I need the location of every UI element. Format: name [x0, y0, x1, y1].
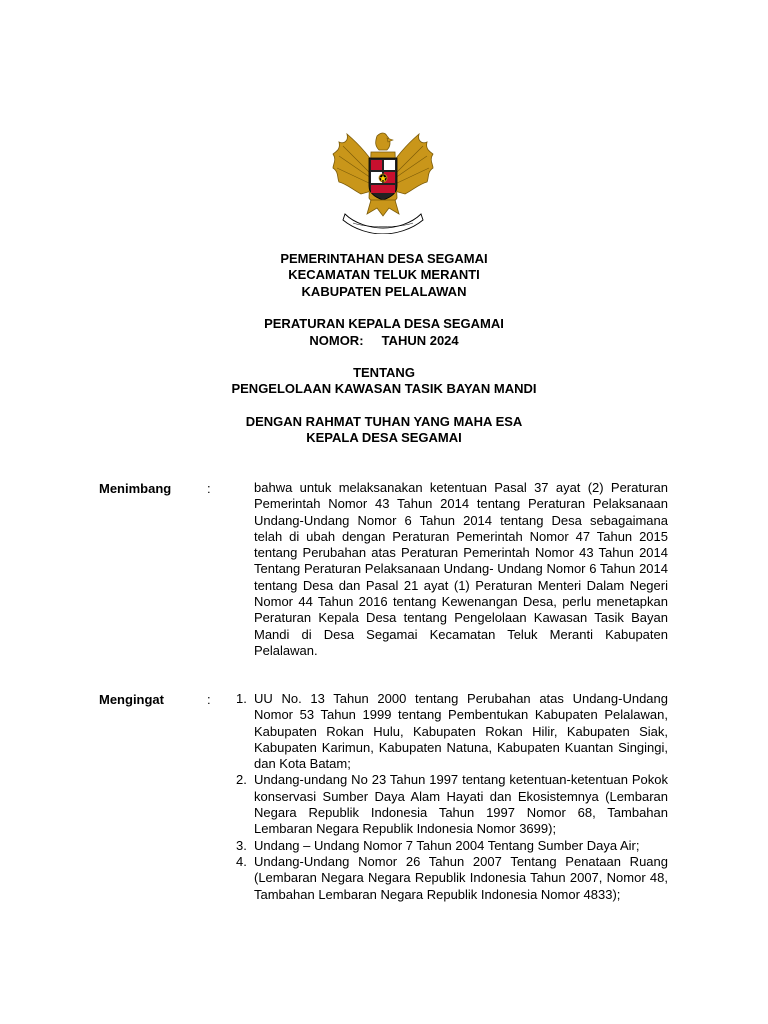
list-item-text: UU No. 13 Tahun 2000 tentang Perubahan atas Undang-Undang Nomor 53 Tahun 1999 tentang Pembentukan Kabupaten Pelalawan, Kabupaten Rokan Hulu, Kabupaten Rokan Hilir, Kabupaten Siak, Kabupaten Karimun, Kabupaten Natuna, Kabupaten Kuantan Singingi, dan Kota Batam; — [254, 691, 668, 772]
gov-line-2: KECAMATAN TELUK MERANTI — [288, 267, 480, 282]
list-item — [230, 772, 668, 837]
list-item — [230, 854, 668, 903]
menimbang-colon: : — [207, 481, 211, 496]
list-item-number: 1. — [236, 691, 247, 706]
list-item-number: 3. — [236, 837, 247, 853]
menimbang-label: Menimbang — [99, 481, 172, 496]
regulation-title: PERATURAN KEPALA DESA SEGAMAI — [264, 316, 504, 331]
menimbang-text: bahwa untuk melaksanakan ketentuan Pasal 37 ayat (2) Peraturan Pemerintah Nomor 43 Tahun 2014 tentang Peraturan Pelaksanaan Undang-Undang Nomor 6 Tahun 2014 tentang Desa sebagaimana telah di ubah dengan Peraturan Pemerintah Nomor 47 Tahun 2015 tentang Perubahan atas Peraturan Pemerintah Nomor 43 Tahun 2014 Tentang Peraturan Pelaksanaan Undang- Undang Nomor 6 Tahun 2014 tentang Desa dan Pasal 21 ayat (1) Peraturan Menteri Dalam Negeri Nomor 44 Tahun 2016 tentang Kewenangan Desa, perlu menetapkan Peraturan Kepala Desa tentang Pengelolaan Kawasan Tasik Bayan Mandi di Desa Segamai Kecamatan Teluk Meranti Kabupaten Pelalawan. — [254, 480, 668, 658]
gov-line-1: PEMERINTAHAN DESA SEGAMAI — [280, 251, 488, 266]
list-item-text: Undang-Undang Nomor 26 Tahun 2007 Tentang Penataan Ruang (Lembaran Negara Negara Republik Indonesia Tahun 2007, Nomor 48, Tambahan Lembaran Negara Republik Indonesia Nomor 4833); — [254, 853, 668, 902]
authority-line: KEPALA DESA SEGAMAI — [306, 430, 462, 445]
gov-line-3: KABUPATEN PELALAWAN — [301, 284, 467, 299]
grace-line: DENGAN RAHMAT TUHAN YANG MAHA ESA — [245, 414, 523, 429]
about-label: TENTANG — [353, 365, 415, 380]
mengingat-list — [230, 691, 668, 903]
mengingat-colon: : — [207, 692, 211, 707]
list-item-number: 2. — [236, 772, 247, 788]
list-item-number: 4. — [236, 853, 247, 869]
mengingat-label: Mengingat — [99, 692, 164, 707]
list-item-text: Undang – Undang Nomor 7 Tahun 2004 Tentang Sumber Daya Air; — [254, 837, 640, 853]
about-subject: PENGELOLAAN KAWASAN TASIK BAYAN MANDI — [231, 381, 537, 396]
list-item — [230, 691, 668, 772]
list-item-text: Undang-undang No 23 Tahun 1997 tentang ketentuan-ketentuan Pokok konservasi Sumber Daya Alam Hayati dan Ekosistemnya (Lembaran Negara Republik Indonesia Tahun 1997 Nomor 68, Tambahan Lembaran Negara Republik Indonesia Nomor 3699); — [254, 772, 668, 837]
regulation-number: NOMOR: TAHUN 2024 — [309, 333, 459, 348]
list-item — [230, 838, 668, 854]
garuda-emblem — [331, 128, 435, 234]
